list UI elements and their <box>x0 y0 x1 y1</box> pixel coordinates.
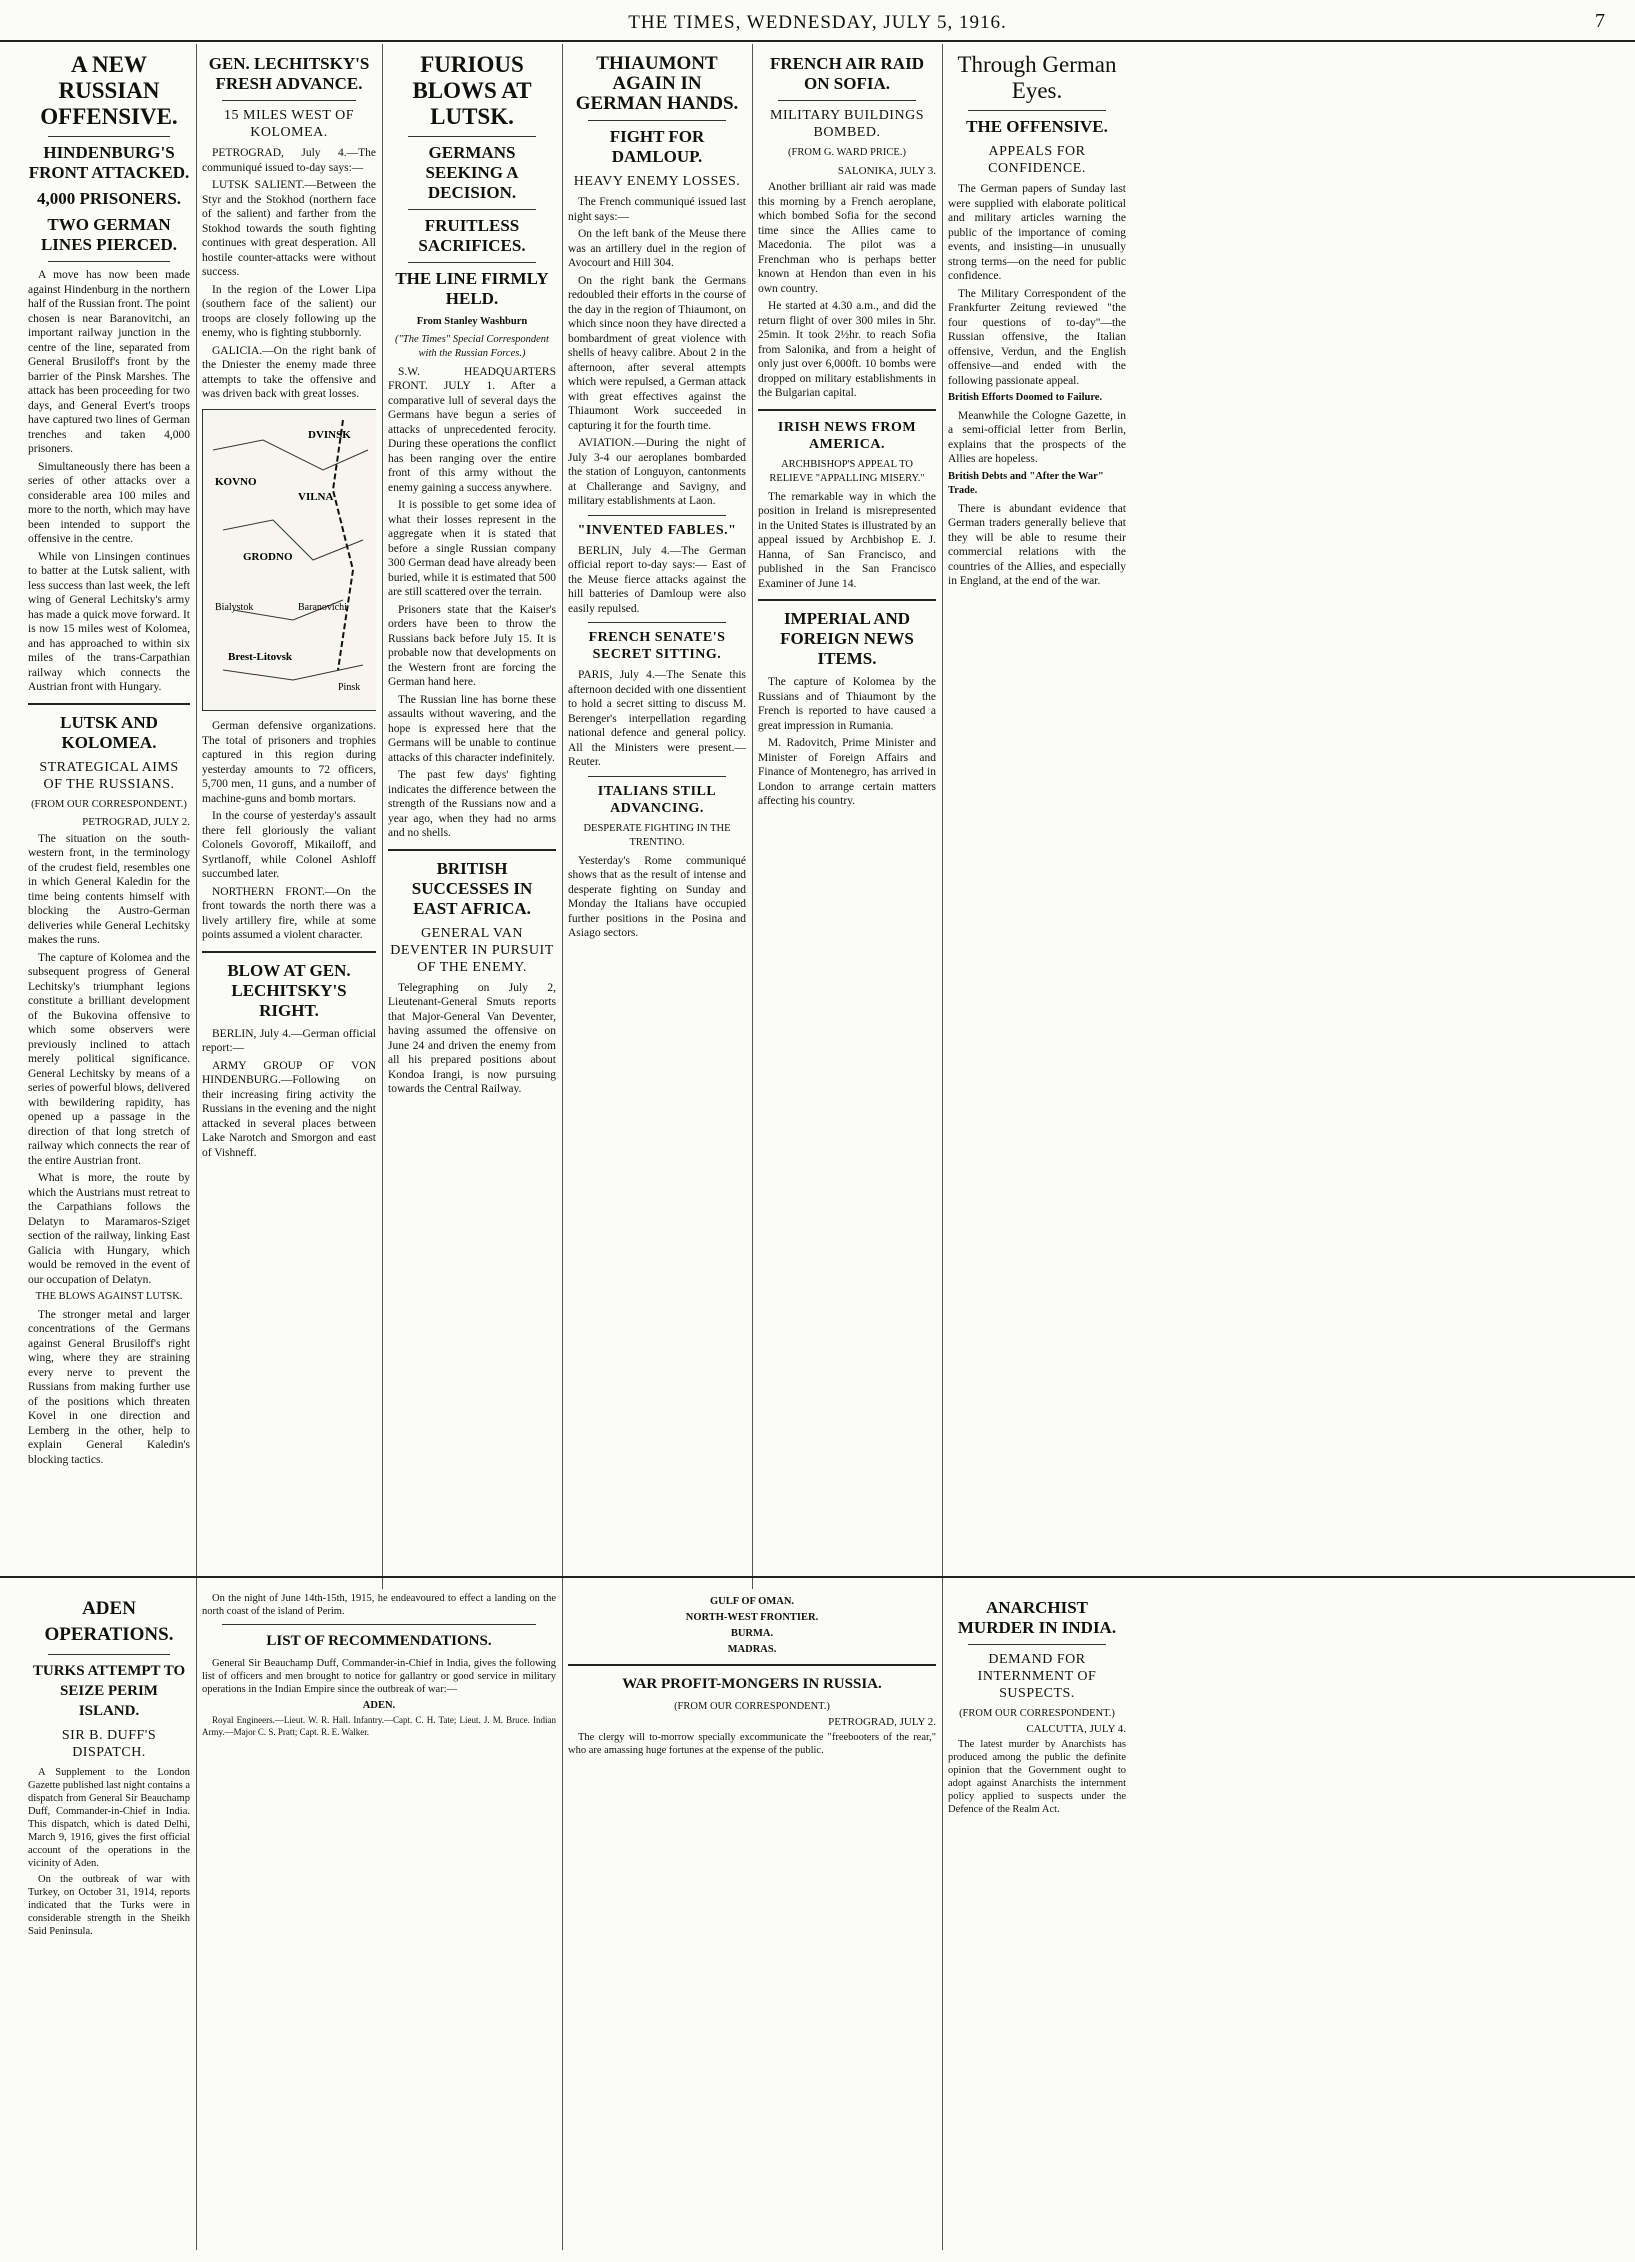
subhead: THE BLOWS AGAINST LUTSK. <box>35 1291 183 1302</box>
paragraph: The latest murder by Anarchists has produced among the public the definite opinion that the Government ought to adopt against Anarchists the internment policy applied to suspects under the Defence of the Realm Act. <box>948 1739 1126 1815</box>
headline: IMPERIAL AND FOREIGN NEWS ITEMS. <box>780 609 914 668</box>
map-label: GRODNO <box>243 550 293 563</box>
column-rule <box>752 44 753 1589</box>
column-rule <box>562 1580 563 2250</box>
paragraph: The Military Correspondent of the Frankfurter Zeitung reviewed "the four questions of to-day"—the Russian offensive, the Italian offensive, Verdun, and the English offensive—and ended with the following passionate appeal. <box>948 287 1126 387</box>
paragraph: S.W. HEADQUARTERS FRONT. JULY 1. After a comparative lull of several days the Germans have begun a series of attacks of unprecedented ferocity. During these operations the conflict has been ranging over the entire front of this army without the enemy gaining a success anywhere. <box>388 365 556 494</box>
article-aden-operations <box>28 1592 190 2252</box>
subheadline: 15 MILES WEST OF KOLOMEA. <box>224 108 354 140</box>
article-anarchist-murder <box>948 1592 1126 2252</box>
paragraph: LUTSK SALIENT.—Between the Styr and the Stokhod (northern face of the salient) and farther from the Stokhod towards the south fighting continues with great desperation. All hostile counter-attacks were without success. <box>202 179 376 278</box>
paragraph: GALICIA.—On the right bank of the Dniester the enemy made three attempts to take the offensive and was driven back with great losses. <box>202 344 376 400</box>
paragraph: Yesterday's Rome communiqué shows that as the result of intense and desperate fighting on Sunday and Monday the Italians have occupied further positions in the Posina and Asiago sectors. <box>568 854 746 939</box>
subhead: British Efforts Doomed to Failure. <box>948 392 1103 403</box>
subheadline: GERMANS SEEKING A DECISION. <box>425 143 519 202</box>
paragraph: ARMY GROUP OF VON HINDENBURG.—Following on their increasing firing activity the Russians in the evening and the night attacked in several places between Lake Narotch and Smorgon and east of Vishneff. <box>202 1059 376 1159</box>
paragraph: On the left bank of the Meuse there was an artillery duel in the region of Avocourt and Hill 304. <box>568 228 746 269</box>
paragraph: Prisoners state that the Kaiser's orders have been to throw the Russians back before July 15. It is probable now that developments on the Western front are forcing the German hand here. <box>388 603 556 688</box>
paragraph: There is abundant evidence that German traders generally believe that they will be able to resume their commercial relations with the countries of the Allies, and especially in England, at the end of the war. <box>948 502 1126 587</box>
paragraph: Meanwhile the Cologne Gazette, in a semi-official letter from Berlin, explains that the prospects of the Allies are hopeless. <box>948 409 1126 465</box>
paragraph: The Russian line has borne these assaults without wavering, and the hope is expressed here that the Germans will be unable to continue attacks of this character indefinitely. <box>388 693 556 764</box>
paragraph: The remarkable way in which the position in Ireland is misrepresented in the United States is illustrated by an appeal issued by Archbishop E. J. Hanna, of San Francisco, and published in the San Francisco Examiner of June 14. <box>758 490 936 590</box>
subheadline: ARCHBISHOP'S APPEAL TO RELIEVE "APPALLING MISERY." <box>769 458 925 484</box>
paragraph: A move has now been made against Hindenburg in the northern half of the Russian front. The point chosen is near Baranovitchi, an important railway junction in the centre of the line, separated from General Brusiloff's front by the barrier of the Pinsk Marshes. The attack has been proceeding for two days, and General Evert's troops have captured two lines of German trenches and taken 4,000 prisoners. <box>28 269 190 455</box>
page-number: 7 <box>1595 10 1605 32</box>
column-rule <box>562 44 563 1589</box>
paragraph: PETROGRAD, July 4.—The communiqué issued to-day says:— <box>202 147 376 174</box>
headline: ADEN OPERATIONS. <box>44 1598 174 1645</box>
paragraph: A Supplement to the London Gazette published last night contains a dispatch from General Sir Beauchamp Duff, Commander-in-Chief in India. This dispatch, which is dated Delhi, March 9, 1916, gives the first official account of the operations in the vicinity of Aden. <box>28 1767 190 1869</box>
paragraph: Telegraphing on July 2, Lieutenant-General Smuts reports that Major-General Van Deventer, having assumed the offensive on June 24 and driven the enemy from all his prepared positions about Kondoa Irangi, is now pursuing towards the Central Railway. <box>388 981 556 1095</box>
date-line: THE TIMES, WEDNESDAY, JULY 5, 1916. <box>628 12 1007 33</box>
headline: WAR PROFIT-MONGERS IN RUSSIA. <box>622 1676 882 1692</box>
paragraph: General Sir Beauchamp Duff, Commander-in-Chief in India, gives the following list of officers and men brought to notice for gallantry or good service in military operations in the Indian Empire since the outbreak of war:— <box>202 1658 556 1695</box>
paragraph: BERLIN, July 4.—The German official report to-day says:— East of the Meuse fierce attacks against the hill batteries of Damloup were also easily repulsed. <box>568 544 746 615</box>
paragraph: On the night of June 14th-15th, 1915, he endeavoured to effect a landing on the north coast of the island of Perim. <box>202 1593 556 1617</box>
map-label: VILNA <box>298 490 334 503</box>
paragraph: PARIS, July 4.—The Senate this afternoon decided with one dissentient to hold a secret sitting to discuss M. Berenger's interpellation regarding national defence and general policy. All the Ministers were present.—Reuter. <box>568 669 746 768</box>
paragraph: On the outbreak of war with Turkey, on October 31, 1914, reports indicated that the Turks were in considerable strength in the Sheikh Said Peninsula. <box>28 1874 190 1937</box>
article-aden-continued <box>202 1592 556 2252</box>
article-new-russian-offensive <box>28 48 190 1573</box>
map-label: Baranovichi <box>298 601 347 613</box>
subheadline: MILITARY BUILDINGS BOMBED. <box>770 108 924 140</box>
headline: IRISH NEWS FROM AMERICA. <box>777 419 917 452</box>
map-label: Bialystok <box>215 601 254 613</box>
section-label: NORTH-WEST FRONTIER. <box>685 1612 819 1623</box>
paragraph: He started at 4.30 a.m., and did the return flight of over 300 miles in 5hr. 25min. It took 2½hr. to reach Sofia from Salonika, and from a height of only just over 6,000ft. 10 bombs were dropped on military establishments in the Bulgarian capital. <box>758 300 936 399</box>
credit: ("The Times" Special Correspondent with the Russian Forces.) <box>395 333 549 359</box>
byline: (FROM G. WARD PRICE.) <box>788 147 906 158</box>
article-furious-blows <box>388 48 556 1573</box>
map-label: Pinsk <box>338 681 361 693</box>
section-label: BURMA. <box>730 1628 774 1639</box>
column-rule <box>942 1580 943 2250</box>
headline: FURIOUS BLOWS AT LUTSK. <box>412 52 532 129</box>
column-rule <box>382 44 383 1589</box>
column-rule <box>942 44 943 1589</box>
subheadline: TURKS ATTEMPT TO SEIZE PERIM ISLAND. <box>32 1663 186 1719</box>
paragraph: Another brilliant air raid was made this morning by a French aeroplane, which bombed Sofia for the second time since the Allies came to Macedonia. The pilot was a Frenchman who is perhaps better known at Hendon than even in his own country. <box>758 181 936 295</box>
paragraph: AVIATION.—During the night of July 3-4 our aeroplanes bombarded the station of Longuyon, cantonments at Challerange and Savigny, and military establishments at Laon. <box>568 437 746 507</box>
front-map <box>202 409 376 711</box>
subheadline: FRUITLESS SACRIFICES. <box>418 216 526 255</box>
headline: "INVENTED FABLES." <box>577 522 737 538</box>
subheadline: 4,000 PRISONERS. <box>36 189 182 208</box>
subheadline: THE LINE FIRMLY HELD. <box>395 269 549 308</box>
subheadline: HEAVY ENEMY LOSSES. <box>573 174 741 189</box>
map-label: Brest-Litovsk <box>228 650 292 663</box>
subhead: British Debts and "After the War" Trade. <box>948 470 1104 496</box>
paragraph: The clergy will to-morrow specially excommunicate the "freebooters of the rear," who are amassing huge fortunes at the expense of the public. <box>568 1732 936 1756</box>
map-label: KOVNO <box>215 475 257 488</box>
subheadline: STRATEGICAL AIMS OF THE RUSSIANS. <box>39 759 179 792</box>
section-label: GULF OF OMAN. <box>709 1596 795 1607</box>
paragraph: The situation on the south-western front, in the terminology of the crudest field, resembles one in which General Kaledin for the time being contents himself with blocking the Austro-German deliveries while General Lechitsky makes the runs. <box>28 832 190 946</box>
paragraph: M. Radovitch, Prime Minister and Minister of Foreign Affairs and Finance of Montenegro, has arrived in London to arrange certain matters affecting his country. <box>758 737 936 807</box>
byline: (FROM OUR CORRESPONDENT.) <box>674 1701 830 1712</box>
headline: A NEW RUSSIAN OFFENSIVE. <box>40 52 178 129</box>
paragraph: The capture of Kolomea by the Russians and of Thiaumont by the French is reported to have caused a great impression in Rumania. <box>758 676 936 732</box>
byline: From Stanley Washburn <box>416 316 528 327</box>
paragraph: The stronger metal and larger concentrations of the Germans against General Brusiloff's right wing, where they are straining every nerve to prevent the Russians from making further use of the positions which threaten Kovel in one direction and Lemberg in the other, help to explain General Kaledin's blocking tactics. <box>28 1308 190 1466</box>
headline: GEN. LECHITSKY'S FRESH ADVANCE. <box>208 54 370 93</box>
dateline: SALONIKA, JULY 3. <box>837 164 936 177</box>
paragraph: While von Linsingen continues to batter at the Lutsk salient, with less success than last week, the left wing of General Lechitsky's army has made a quick move forward. It is now 15 miles west of Kolomea, and has approached to within six miles of the trans-Carpathian railway which connects the Austrian front with Hungary. <box>28 550 190 693</box>
map-label: DVINSK <box>308 428 351 441</box>
section-label: MADRAS. <box>727 1644 777 1655</box>
section-label: ADEN. <box>362 1700 396 1711</box>
masthead <box>0 0 1635 42</box>
headline: FRENCH AIR RAID ON SOFIA. <box>770 54 924 93</box>
subheadline: DESPERATE FIGHTING IN THE TRENTINO. <box>583 822 731 848</box>
headline: ITALIANS STILL ADVANCING. <box>597 783 717 816</box>
paragraph: The past few days' fighting indicates the difference between the strength of the Russians now and a year ago, when they had no arms and no shells. <box>388 769 556 839</box>
paragraph: What is more, the route by which the Austrians must retreat to the Carpathians follows the Delatyn to Maramaros-Sziget section of the railway, linking East Galicia with Hungary, which would be removed in the event of our occupation of Delatyn. <box>28 1172 190 1286</box>
subheadline: TWO GERMAN LINES PIERCED. <box>40 215 178 254</box>
dateline: PETROGRAD, JULY 2. <box>82 816 190 828</box>
paragraph: BERLIN, July 4.—German official report:— <box>202 1027 376 1054</box>
section-rule <box>0 1576 1635 1578</box>
paragraph: German defensive organizations. The total of prisoners and trophies captured in this region during yesterday amounts to 72 officers, 5,700 men, 11 guns, and a number of machine-guns and bomb mortars. <box>202 720 376 805</box>
byline: (FROM OUR CORRESPONDENT.) <box>31 798 187 810</box>
dateline: CALCUTTA, JULY 4. <box>1026 1723 1126 1735</box>
column-rule <box>196 44 197 1589</box>
paragraph: The capture of Kolomea and the subsequent progress of General Lechitsky's triumphant legions constitute a brilliant development of the Bukovina offensive to which some observers were previously inclined to attach merely political significance. General Lechitsky by means of a series of powerful blows, delivered with bewildering rapidity, has opened up a passage in the direction of that long stretch of railway which connects the rear of the entire Austrian front. <box>28 951 190 1167</box>
headline: FRENCH SENATE'S SECRET SITTING. <box>588 630 726 662</box>
honours-list <box>568 1592 936 2252</box>
subheadline: SIR B. DUFF'S DISPATCH. <box>61 1728 157 1760</box>
paragraph: In the course of yesterday's assault there fell gloriously the valiant Colonels Govoroff, Mikailoff, and Syrtlanoff, while Colonel Ashloff succumbed later. <box>202 810 376 880</box>
paragraph: The French communiqué issued last night says:— <box>568 196 746 223</box>
subheadline: THE OFFENSIVE. <box>966 117 1108 136</box>
paragraph: NORTHERN FRONT.—On the front towards the north there was a lively artillery fire, while at some points assumed a violent character. <box>202 885 376 941</box>
dateline: PETROGRAD, JULY 2. <box>828 1716 936 1728</box>
paragraph: On the right bank the Germans redoubled their efforts in the course of the day in the region of Thiaumont, on which since noon they have directed a bombardment of great violence with shells of heavy calibre. About 2 in the afternoon, after several attempts which were repulsed, a German attack with great effectives against the Thiaumont Work succeeded in capturing it for the fourth time. <box>568 274 746 432</box>
paragraph: The German papers of Sunday last were supplied with elaborate political and military articles warning the public of the importance of coming events, and insisting—in unusually strong terms—on the need for public confidence. <box>948 183 1126 282</box>
byline: (FROM OUR CORRESPONDENT.) <box>959 1708 1115 1719</box>
paragraph: It is possible to get some idea of what their losses represent in the aggregate when it is stated that before a single Russian company 300 German dead have already been buried, while it is estimated that 500 are still scattered over the terrain. <box>388 499 556 598</box>
subheadline: FIGHT FOR DAMLOUP. <box>609 127 705 166</box>
article-sofia-raid <box>758 48 936 1573</box>
article-through-german-eyes <box>948 48 1126 1573</box>
headline: BRITISH SUCCESSES IN EAST AFRICA. <box>411 858 533 918</box>
headline: THIAUMONT AGAIN IN GERMAN HANDS. <box>575 53 739 114</box>
column-rule <box>196 1580 197 2250</box>
headline: Through German Eyes. <box>957 52 1117 103</box>
subheadline: GENERAL VAN DEVENTER IN PURSUIT OF THE ENEMY. <box>390 925 554 975</box>
paragraph: Simultaneously there has been a series of other attacks over a considerable area 100 miles and more to the north, which may have been intended to support the offensive in the centre. <box>28 460 190 545</box>
paragraph: Royal Engineers.—Lieut. W. R. Hall. Infantry.—Capt. C. H. Tate; Lieut. J. M. Bruce. Indian Army.—Major C. S. Pratt; Capt. R. E. Walker. <box>202 1715 556 1737</box>
headline: LUTSK AND KOLOMEA. <box>60 712 158 752</box>
subheadline: HINDENBURG'S FRONT ATTACKED. <box>28 143 190 182</box>
headline: BLOW AT GEN. LECHITSKY'S RIGHT. <box>227 960 351 1020</box>
headline: ANARCHIST MURDER IN INDIA. <box>957 1598 1117 1637</box>
headline: LIST OF RECOMMENDATIONS. <box>266 1633 492 1649</box>
paragraph: In the region of the Lower Lipa (southern face of the salient) our troops are closely following up the enemy, who is fighting stubbornly. <box>202 283 376 339</box>
subheadline: DEMAND FOR INTERNMENT OF SUSPECTS. <box>977 1652 1097 1701</box>
article-thiaumont <box>568 48 746 1573</box>
article-lechitsky-advance <box>202 48 376 1573</box>
subheadline: APPEALS FOR CONFIDENCE. <box>988 144 1086 176</box>
